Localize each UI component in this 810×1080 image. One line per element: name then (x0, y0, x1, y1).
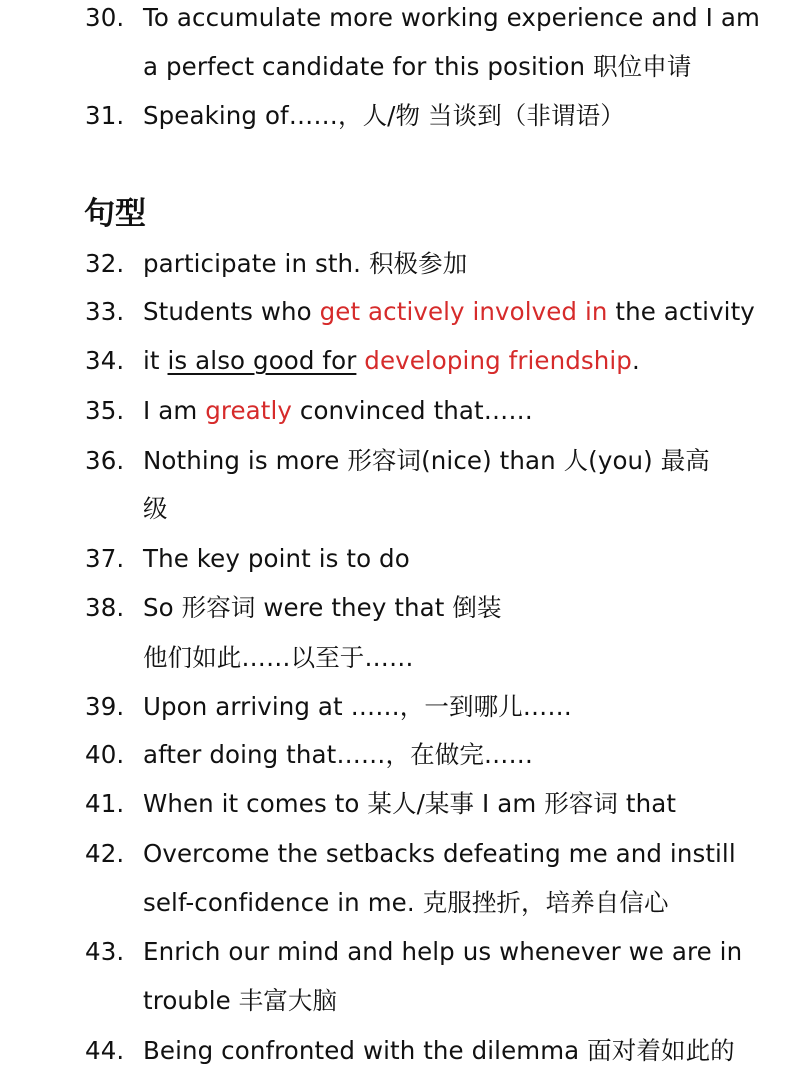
item-number: 37. (85, 544, 125, 573)
item-text: participate in sth. 积极参加 (143, 249, 468, 278)
item-text: When it comes to 某人/某事 I am 形容词 that (143, 789, 677, 818)
item-text: Speaking of……，人/物 当谈到（非谓语） (143, 101, 625, 130)
item-text-continued: 他们如此……以至于…… (143, 643, 414, 672)
text-segment: convinced that…… (291, 396, 533, 425)
highlight-red: greatly (205, 396, 292, 425)
item-text (143, 297, 755, 327)
item-number: 42. (85, 839, 125, 868)
item-number: 43. (85, 937, 125, 966)
item-number: 40. (85, 740, 125, 769)
highlight-red: developing friendship (364, 346, 632, 375)
item-number: 33. (85, 297, 125, 326)
item-text: Nothing is more 形容词(nice) than 人(you) 最高 (143, 446, 710, 475)
item-number: 30. (85, 3, 125, 32)
text-segment: the activity (607, 297, 755, 326)
item-text-continued: trouble 丰富大脑 (143, 986, 338, 1015)
item-text (143, 396, 533, 426)
item-text: So 形容词 were they that 倒装 (143, 593, 502, 622)
item-number: 32. (85, 249, 125, 278)
text-segment: Students who (143, 297, 320, 326)
item-number: 38. (85, 593, 125, 622)
highlight-red: get actively involved in (319, 297, 608, 326)
item-number: 36. (85, 446, 125, 475)
item-number: 35. (85, 396, 125, 425)
item-text: Being confronted with the dilemma 面对着如此的 (143, 1036, 735, 1065)
item-number: 34. (85, 346, 125, 375)
item-text: Enrich our mind and help us whenever we are in (143, 937, 743, 966)
item-number: 41. (85, 789, 125, 818)
item-text: Overcome the setbacks defeating me and instill (143, 839, 736, 868)
underlined-phrase: is also good for (167, 346, 357, 375)
item-number: 31. (85, 101, 125, 130)
section-heading: 句型 (84, 196, 146, 232)
item-text: Upon arriving at ……，一到哪儿…… (143, 692, 573, 721)
item-text-continued: a perfect candidate for this position 职位申请 (143, 52, 692, 81)
text-segment: I am (143, 396, 206, 425)
item-text-continued: 级 (143, 494, 168, 523)
item-text: after doing that……，在做完…… (143, 740, 534, 769)
item-text-continued: self-confidence in me. 克服挫折，培养自信心 (143, 888, 669, 917)
item-text: To accumulate more working experience and I am (143, 3, 760, 32)
item-number: 44. (85, 1036, 125, 1065)
text-segment: it (143, 346, 168, 375)
item-number: 39. (85, 692, 125, 721)
item-text (143, 346, 640, 376)
text-segment: . (631, 346, 640, 375)
item-text: The key point is to do (143, 544, 410, 573)
